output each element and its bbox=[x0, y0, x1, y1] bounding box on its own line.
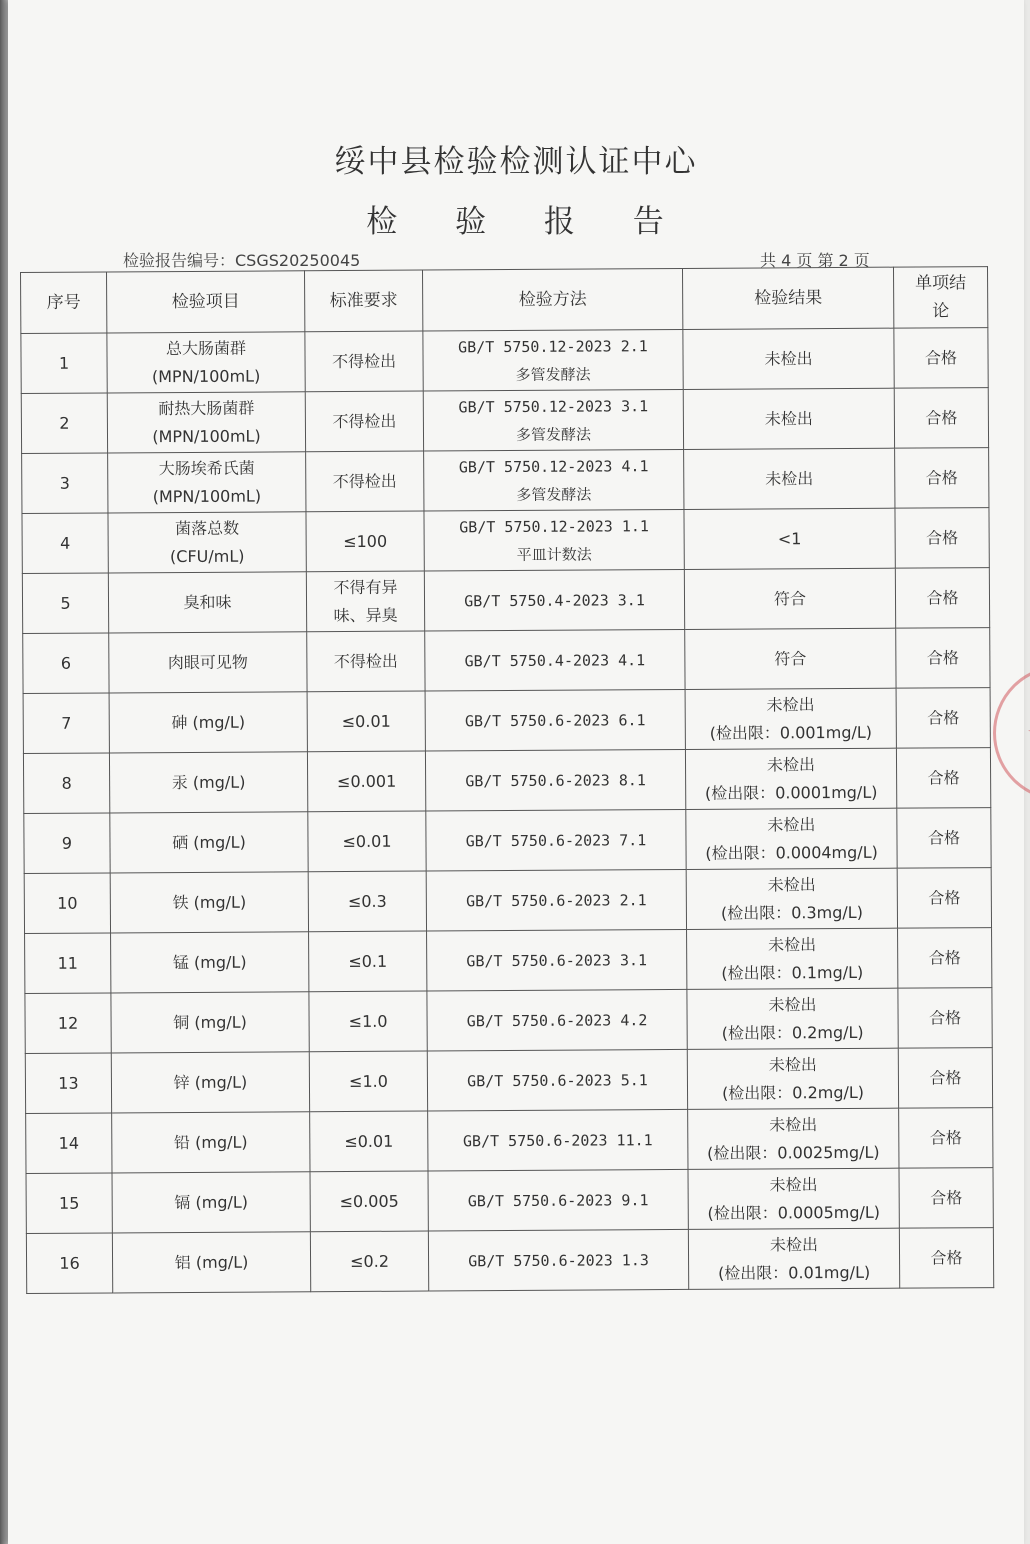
table-header-row bbox=[21, 267, 988, 334]
cell-item: 镉 (mg/L) bbox=[112, 1172, 310, 1233]
table-row bbox=[25, 988, 992, 1054]
cell-no: 3 bbox=[22, 453, 108, 514]
cell-result: 未检出 bbox=[684, 448, 895, 509]
cell-conclusion: 合格 bbox=[896, 748, 990, 809]
cell-standard: ≤0.01 bbox=[310, 1111, 428, 1172]
cell-method: GB/T 5750.6-2023 1.3 bbox=[428, 1229, 688, 1291]
cell-conclusion: 合格 bbox=[896, 688, 990, 749]
cell-method: GB/T 5750.12-2023 2.1 多管发酵法 bbox=[423, 329, 683, 391]
table-row bbox=[23, 688, 990, 754]
cell-method: GB/T 5750.6-2023 4.2 bbox=[427, 989, 687, 1051]
cell-method: GB/T 5750.6-2023 11.1 bbox=[428, 1109, 688, 1171]
cell-conclusion: 合格 bbox=[895, 508, 989, 569]
cell-result: 未检出 (检出限：0.01mg/L) bbox=[688, 1228, 899, 1289]
report-number: 检验报告编号：CSGS20250045 bbox=[123, 251, 361, 270]
cell-item: 铝 (mg/L) bbox=[112, 1232, 310, 1293]
table-row bbox=[25, 1048, 992, 1114]
report-title: 检 验 报 告 bbox=[366, 204, 688, 240]
cell-conclusion: 合格 bbox=[898, 928, 992, 989]
cell-item: 锰 (mg/L) bbox=[111, 932, 309, 993]
official-seal bbox=[993, 665, 1030, 801]
cell-result: 未检出 (检出限：0.2mg/L) bbox=[687, 1048, 898, 1109]
cell-method: GB/T 5750.12-2023 4.1 多管发酵法 bbox=[424, 449, 684, 511]
cell-item: 肉眼可见物 bbox=[109, 632, 307, 693]
table-row bbox=[22, 508, 989, 574]
header-col-method: 检验方法 bbox=[422, 268, 682, 331]
cell-no: 4 bbox=[22, 513, 108, 574]
cell-conclusion: 合格 bbox=[899, 1228, 993, 1289]
cell-conclusion: 合格 bbox=[896, 628, 990, 689]
cell-result: 未检出 (检出限：0.0005mg/L) bbox=[688, 1168, 899, 1229]
results-table-wrapper bbox=[20, 266, 994, 1294]
table-row bbox=[22, 568, 989, 634]
cell-item: 锌 (mg/L) bbox=[111, 1052, 309, 1113]
cell-no: 16 bbox=[26, 1233, 112, 1294]
cell-method: GB/T 5750.6-2023 5.1 bbox=[427, 1049, 687, 1111]
cell-conclusion: 合格 bbox=[894, 388, 988, 449]
cell-conclusion: 合格 bbox=[899, 1168, 993, 1229]
cell-conclusion: 合格 bbox=[898, 988, 992, 1049]
header-col-result: 检验结果 bbox=[682, 267, 893, 329]
cell-no: 1 bbox=[21, 333, 107, 394]
page-info: 共 4 页 第 2 页 bbox=[760, 251, 870, 270]
cell-standard: ≤100 bbox=[306, 511, 424, 572]
cell-conclusion: 合格 bbox=[899, 1108, 993, 1169]
cell-method: GB/T 5750.6-2023 7.1 bbox=[426, 809, 686, 871]
cell-item: 耐热大肠菌群 (MPN/100mL) bbox=[107, 392, 305, 453]
cell-method: GB/T 5750.12-2023 1.1 平皿计数法 bbox=[424, 509, 684, 571]
cell-no: 2 bbox=[21, 393, 107, 454]
table-row bbox=[24, 868, 991, 934]
cell-result: 未检出 (检出限：0.001mg/L) bbox=[685, 688, 896, 749]
cell-no: 14 bbox=[26, 1113, 112, 1174]
cell-result: 未检出 (检出限：0.2mg/L) bbox=[687, 988, 898, 1049]
cell-conclusion: 合格 bbox=[894, 328, 988, 389]
cell-standard: 不得检出 bbox=[305, 331, 423, 392]
cell-no: 7 bbox=[23, 693, 109, 754]
cell-result: 未检出 (检出限：0.3mg/L) bbox=[686, 868, 897, 929]
cell-item: 臭和味 bbox=[108, 572, 306, 633]
cell-item: 菌落总数 (CFU/mL) bbox=[108, 512, 306, 573]
cell-method: GB/T 5750.6-2023 8.1 bbox=[425, 749, 685, 811]
cell-standard: ≤1.0 bbox=[309, 991, 427, 1052]
cell-no: 8 bbox=[23, 753, 109, 814]
cell-standard: ≤0.3 bbox=[308, 871, 426, 932]
cell-result: 未检出 (检出限：0.0004mg/L) bbox=[686, 808, 897, 869]
cell-standard: ≤0.2 bbox=[310, 1231, 428, 1292]
cell-method: GB/T 5750.6-2023 2.1 bbox=[426, 869, 686, 931]
cell-conclusion: 合格 bbox=[897, 868, 991, 929]
cell-no: 10 bbox=[24, 873, 110, 934]
cell-no: 15 bbox=[26, 1173, 112, 1234]
cell-result: 未检出 (检出限：0.1mg/L) bbox=[687, 928, 898, 989]
table-row bbox=[23, 748, 990, 814]
table-row bbox=[22, 448, 989, 514]
cell-method: GB/T 5750.12-2023 3.1 多管发酵法 bbox=[423, 389, 683, 451]
cell-standard: 不得检出 bbox=[305, 391, 423, 452]
cell-result: 未检出 bbox=[683, 328, 894, 389]
cell-result: 未检出 (检出限：0.0025mg/L) bbox=[688, 1108, 899, 1169]
cell-result: 符合 bbox=[685, 628, 896, 689]
table-row bbox=[23, 628, 990, 694]
header-col-item: 检验项目 bbox=[107, 271, 305, 333]
cell-no: 9 bbox=[24, 813, 110, 874]
cell-no: 5 bbox=[22, 573, 108, 634]
report-page bbox=[8, 0, 1024, 1544]
table-row bbox=[21, 388, 988, 454]
cell-result: 未检出 bbox=[683, 388, 894, 449]
cell-standard: ≤0.01 bbox=[308, 811, 426, 872]
cell-standard: ≤0.1 bbox=[309, 931, 427, 992]
cell-conclusion: 合格 bbox=[895, 568, 989, 629]
cell-conclusion: 合格 bbox=[898, 1048, 992, 1109]
cell-item: 总大肠菌群 (MPN/100mL) bbox=[107, 332, 305, 393]
cell-standard: ≤0.001 bbox=[307, 751, 425, 812]
table-row bbox=[25, 928, 992, 994]
cell-item: 铜 (mg/L) bbox=[111, 992, 309, 1053]
cell-no: 13 bbox=[25, 1053, 111, 1114]
cell-item: 砷 (mg/L) bbox=[109, 692, 307, 753]
cell-no: 6 bbox=[23, 633, 109, 694]
cell-method: GB/T 5750.4-2023 3.1 bbox=[424, 569, 684, 631]
cell-method: GB/T 5750.4-2023 4.1 bbox=[425, 629, 685, 691]
cell-item: 铅 (mg/L) bbox=[112, 1112, 310, 1173]
cell-result: 符合 bbox=[684, 568, 895, 629]
cell-item: 铁 (mg/L) bbox=[110, 872, 308, 933]
cell-standard: 不得检出 bbox=[307, 631, 425, 692]
scan-edge bbox=[0, 0, 8, 1544]
cell-item: 大肠埃希氏菌 (MPN/100mL) bbox=[108, 452, 306, 513]
results-table bbox=[20, 266, 994, 1294]
table-row bbox=[26, 1228, 993, 1294]
cell-conclusion: 合格 bbox=[895, 448, 989, 509]
cell-standard: ≤0.005 bbox=[310, 1171, 428, 1232]
cell-no: 11 bbox=[25, 933, 111, 994]
cell-standard: 不得检出 bbox=[306, 451, 424, 512]
table-row bbox=[21, 328, 988, 394]
cell-standard: ≤0.01 bbox=[307, 691, 425, 752]
table-row bbox=[26, 1168, 993, 1234]
cell-no: 12 bbox=[25, 993, 111, 1054]
org-title: 绥中县检验检测认证中心 bbox=[334, 144, 698, 180]
cell-item: 汞 (mg/L) bbox=[109, 752, 307, 813]
cell-conclusion: 合格 bbox=[897, 808, 991, 869]
table-body bbox=[21, 328, 994, 1294]
cell-result: 未检出 (检出限：0.0001mg/L) bbox=[685, 748, 896, 809]
cell-result: <1 bbox=[684, 508, 895, 569]
cell-item: 硒 (mg/L) bbox=[110, 812, 308, 873]
cell-method: GB/T 5750.6-2023 6.1 bbox=[425, 689, 685, 751]
cell-method: GB/T 5750.6-2023 3.1 bbox=[427, 929, 687, 991]
header-col-conclusion: 单项结 论 bbox=[893, 267, 987, 329]
cell-standard: ≤1.0 bbox=[309, 1051, 427, 1112]
table-row bbox=[26, 1108, 993, 1174]
cell-standard: 不得有异 味、异臭 bbox=[306, 571, 424, 632]
seal-star-icon bbox=[1026, 708, 1030, 768]
cell-method: GB/T 5750.6-2023 9.1 bbox=[428, 1169, 688, 1231]
table-row bbox=[24, 808, 991, 874]
header-col-no: 序号 bbox=[21, 272, 107, 334]
header-col-standard: 标准要求 bbox=[304, 270, 422, 332]
